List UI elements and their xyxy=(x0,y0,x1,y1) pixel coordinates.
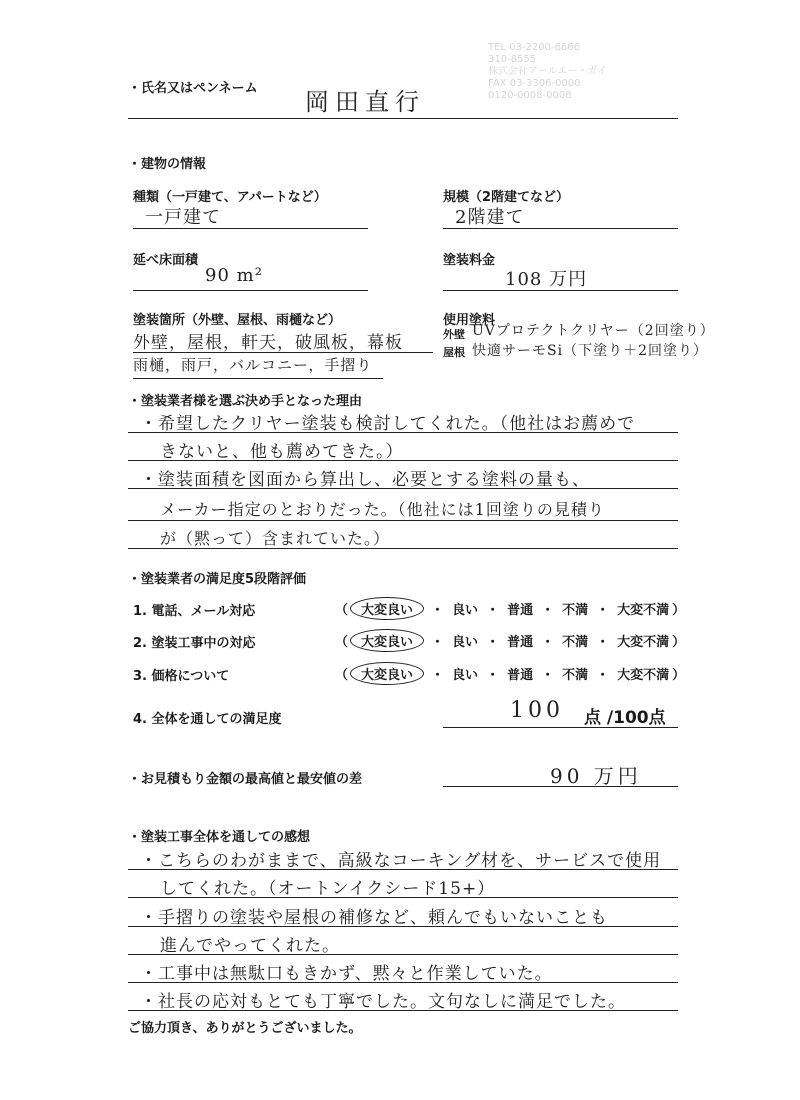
impression-line: してくれた。（オートンイクシード15+） xyxy=(160,879,496,899)
rating-selected-very-good: 大変良い xyxy=(350,662,424,685)
rating-very-dissatisfied: 大変不満 xyxy=(617,635,670,650)
divider xyxy=(443,727,678,728)
scale-value: 2階建て xyxy=(455,207,525,228)
rating-row-phone xyxy=(133,600,255,622)
overall-value: 100 xyxy=(510,698,564,723)
rating-label: 2. 塗装工事中の対応 xyxy=(133,636,256,651)
area-value: 90 m² xyxy=(205,265,263,286)
impression-line: 進んでやってくれた。 xyxy=(160,936,340,956)
rating-very-dissatisfied: 大変不満 xyxy=(617,668,670,683)
impression-line: ・手摺りの塗装や屋根の補修など、頼んでもいないことも xyxy=(140,908,608,928)
divider xyxy=(128,460,678,461)
impression-heading: ・塗装工事全体を通しての感想 xyxy=(128,830,311,845)
divider xyxy=(443,290,678,291)
name-value: 岡田直行 xyxy=(305,88,425,116)
divider xyxy=(133,378,383,379)
paint-wall-label: 外壁 xyxy=(443,328,465,341)
rating-selected-very-good: 大変良い xyxy=(350,597,424,620)
rating-normal: 普通 xyxy=(507,668,534,683)
divider xyxy=(128,869,678,870)
rating-label: 1. 電話、メール対応 xyxy=(133,604,256,619)
paint-roof-value: 快適サーモSi（下塗り＋2回塗り） xyxy=(472,343,708,359)
rating-options-construction: （ 大変良い ・ 良い ・ 普通 ・ 不満 ・ 大変不満 ） xyxy=(335,629,685,652)
divider xyxy=(128,118,678,119)
parts-line-2: 雨樋，雨戸，バルコニー，手摺り xyxy=(133,356,373,374)
type-value: 一戸建て xyxy=(145,207,221,228)
divider xyxy=(128,488,678,489)
type-label: 種類（一戸建て、アパートなど） xyxy=(133,190,327,205)
scale-label: 規模（2階建てなど） xyxy=(443,190,570,205)
parts-label: 塗装箇所（外壁、屋根、雨樋など） xyxy=(133,313,342,328)
paint-wall-value: UVプロテクトクリヤー（2回塗り） xyxy=(472,323,715,339)
reason-line: ・塗装面積を図面から算出し、必要とする塗料の量も、 xyxy=(140,470,590,490)
rating-normal: 普通 xyxy=(507,603,534,618)
estimate-label: ・お見積もり金額の最高値と最安値の差 xyxy=(128,772,363,787)
divider xyxy=(128,982,678,983)
reason-line: メーカー指定のとおりだった。（他社には1回塗りの見積り xyxy=(160,500,605,519)
building-heading: ・建物の情報 xyxy=(128,157,207,172)
divider xyxy=(128,432,678,433)
rating-options-phone: （ 大変良い ・ 良い ・ 普通 ・ 不満 ・ 大変不満 ） xyxy=(335,597,685,620)
rating-very-dissatisfied: 大変不満 xyxy=(617,603,670,618)
reason-line: ・希望したクリヤー塗装も検討してくれた。（他社はお薦めで xyxy=(140,414,636,434)
price-label: 塗装料金 xyxy=(443,253,496,268)
rating-dissatisfied: 不満 xyxy=(562,635,589,650)
rating-normal: 普通 xyxy=(507,635,534,650)
reason-line: きないと、他も薦めてきた。） xyxy=(160,442,404,462)
divider xyxy=(128,520,678,521)
divider xyxy=(443,786,678,787)
rating-label: 3. 価格について xyxy=(133,669,230,684)
paint-roof-label: 屋根 xyxy=(443,346,465,359)
satisfaction-heading: ・塗装業者の満足度5段階評価 xyxy=(128,572,307,587)
reason-heading: ・塗装業者様を選ぶ決め手となった理由 xyxy=(128,394,363,409)
parts-line-1: 外壁，屋根，軒天，破風板，幕板 xyxy=(133,333,403,353)
company-stamp: TEL 03-2200-6666 310-8555 株式会社アールエー・ガイ FAX 03-3306-0000 0120-0008-0008 xyxy=(488,42,608,101)
rating-good: 良い xyxy=(452,635,479,650)
estimate-value: 90 万円 xyxy=(550,764,642,788)
impression-line: ・社長の応対もとても丁寧でした。文句なしに満足でした。 xyxy=(140,992,626,1012)
paint-label: 使用塗料 xyxy=(443,313,496,328)
overall-suffix: 点 /100点 xyxy=(584,708,666,728)
overall-label: 4. 全体を通しての満足度 xyxy=(133,712,282,727)
divider xyxy=(128,954,678,955)
impression-line: ・工事中は無駄口もきかず、黙々と作業していた。 xyxy=(140,964,553,984)
rating-row-price xyxy=(133,665,229,687)
impression-line: ・こちらのわがままで、高級なコーキング材を、サービスで使用 xyxy=(140,851,662,871)
divider xyxy=(128,926,678,927)
rating-row-construction xyxy=(133,632,256,654)
divider xyxy=(128,1010,678,1011)
divider xyxy=(443,228,678,229)
rating-good: 良い xyxy=(452,603,479,618)
name-label: ・氏名又はペンネーム xyxy=(128,81,258,96)
closing-text: ご協力頂き、ありがとうございました。 xyxy=(128,1021,362,1036)
rating-dissatisfied: 不満 xyxy=(562,668,589,683)
rating-good: 良い xyxy=(452,668,479,683)
area-label: 延べ床面積 xyxy=(133,253,199,268)
price-value: 108 万円 xyxy=(505,269,588,290)
rating-dissatisfied: 不満 xyxy=(562,603,589,618)
divider xyxy=(128,897,678,898)
divider xyxy=(133,228,368,229)
divider xyxy=(128,548,678,549)
divider xyxy=(133,290,368,291)
divider xyxy=(133,352,433,353)
rating-selected-very-good: 大変良い xyxy=(350,629,424,652)
reason-line: が（黙って）含まれていた。） xyxy=(160,529,391,548)
rating-options-price: （ 大変良い ・ 良い ・ 普通 ・ 不満 ・ 大変不満 ） xyxy=(335,662,685,685)
